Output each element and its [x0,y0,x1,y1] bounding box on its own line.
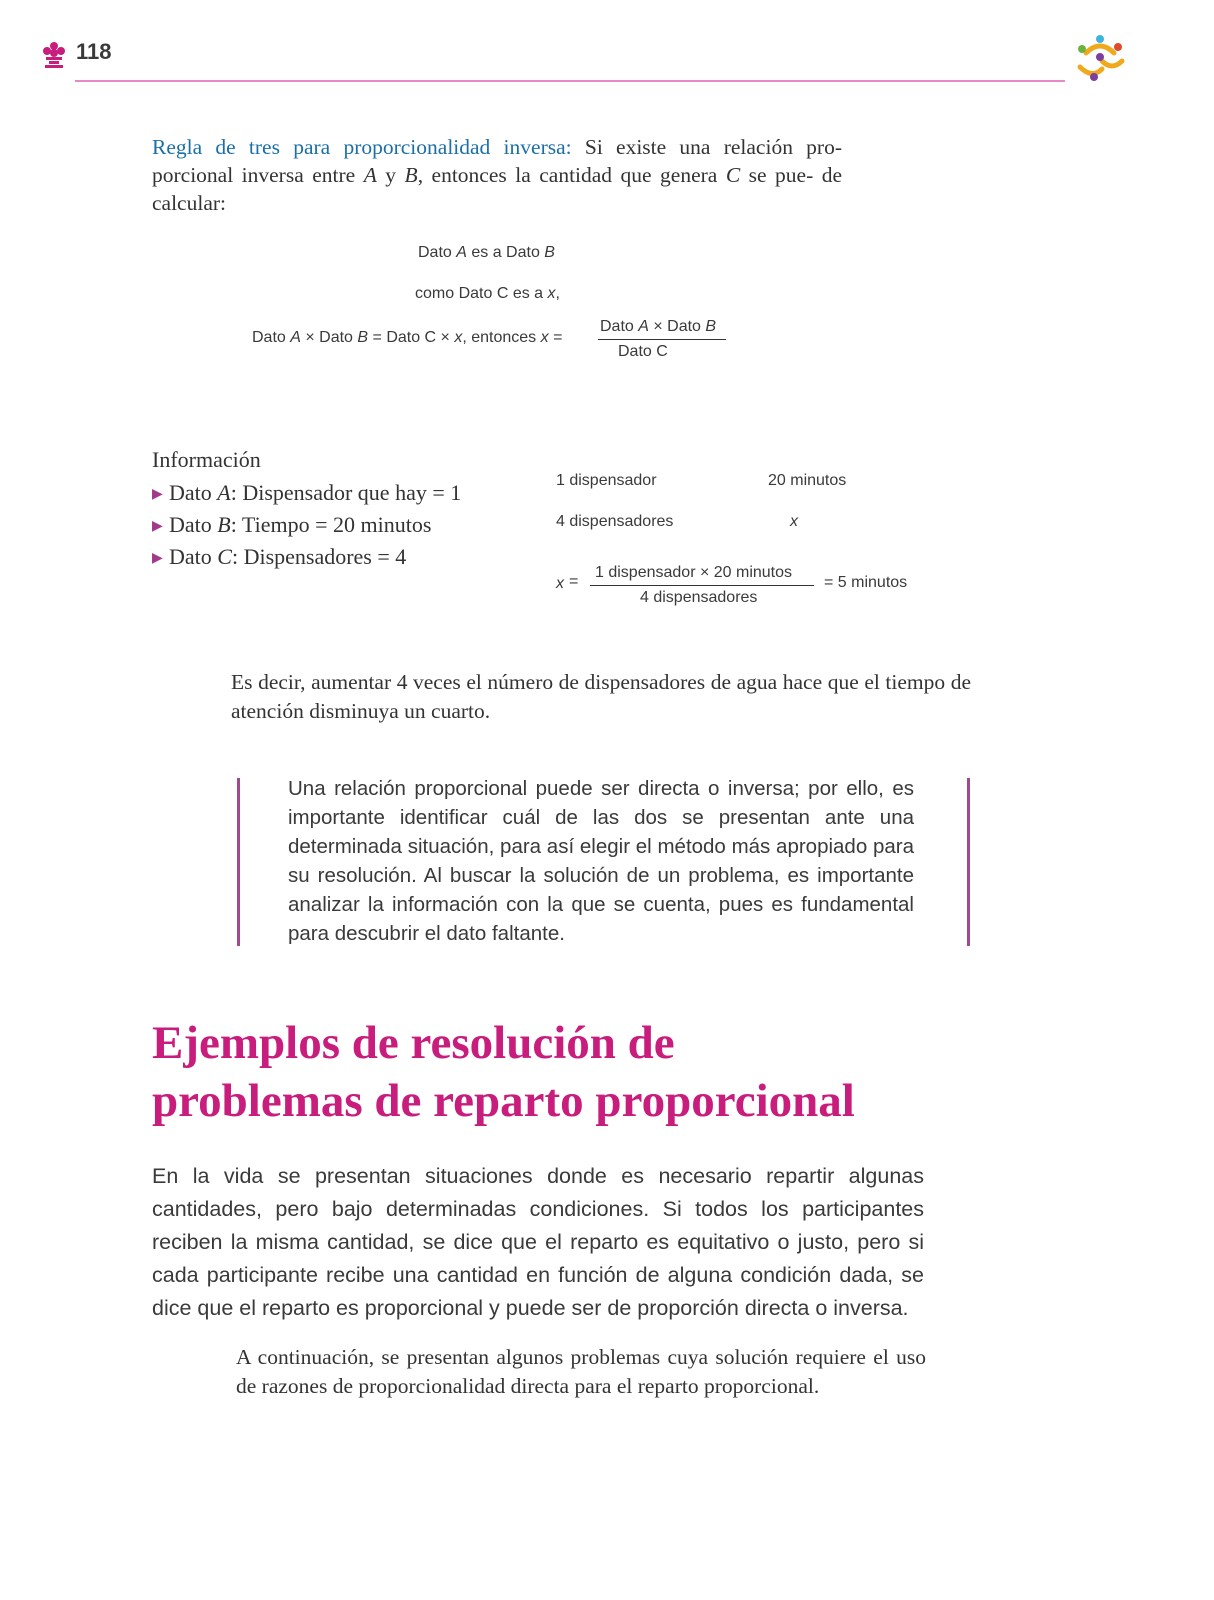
note-right-bar [967,778,970,946]
info-heading: Información [152,447,261,472]
rule-text-1: Si existe una relación pro- [584,135,842,159]
formula-line-1: Dato A es a Dato B [418,244,555,261]
section-title [152,1014,1052,1130]
note-text: Una relación proporcional puede ser directa o inversa; por ello, es importante identificar cuál de las dos se presentan ante una determinada situación, para así elegir el método más apropiado para su resolución. Al buscar la solución de un problema, es importante analizar la información con la que se cuenta, pues es fundamental para descubrir el dato faltante. [288,777,914,945]
formula-denominator: Dato C [618,343,668,360]
formula-line-3: Dato A × Dato B = Dato C × x, entonces x = [252,329,563,346]
eq-x: x [556,575,564,592]
formula-fraction-bar [598,339,726,340]
final-paragraph: A continuación, se presentan algunos problemas cuya solución requiere el uso de razones de proporcionalidad directa para el reparto proporcional. [236,1345,926,1398]
rule-text-2c: se pue- [740,163,814,187]
info-item-c: ▶ Dato C: Dispensadores = 4 [152,544,407,569]
page-number: 118 [76,39,112,64]
table-r2c2: x [790,513,798,530]
section-title-line-1: Ejemplos de resolución de [152,1017,675,1069]
header-divider [75,80,1065,82]
rule-text-2a: porcional inversa entre [152,163,364,187]
section-title-line-2: problemas de reparto proporcional [152,1075,855,1127]
note-left-bar [237,778,240,946]
bullet-icon: ▶ [152,551,163,566]
conclusion-paragraph: Es decir, aumentar 4 veces el número de dispensadores de agua hace que el tiempo de atención disminuya un cuarto. [231,670,971,723]
bullet-icon: ▶ [152,519,163,534]
rule-y: y [376,163,405,187]
rule-text-2b: , entonces la cantidad que genera [417,163,726,187]
var-c: C [725,163,741,187]
bullet-icon: ▶ [152,487,163,502]
table-r2c1: 4 dispensadores [556,513,674,530]
logo-icon [1072,33,1128,85]
rule-paragraph [152,133,842,217]
formula-line-2: como Dato C es a x, [415,285,560,302]
table-r1c2: 20 minutos [768,472,847,489]
eq-equals: = [569,573,579,590]
intro-paragraph: En la vida se presentan situaciones donde es necesario repartir algunas cantidades, pero bajo determinadas condiciones. Si todos los participantes reciben la misma cantidad, se dice que el reparto es equitativo o justo, pero si cada participante recibe una cantidad en función de alguna condición dada, se dice que el reparto es proporcional y puede ser de proporción directa o inversa. [152,1164,924,1320]
var-a: A [363,163,377,187]
eq-result: = 5 minutos [824,574,908,591]
rule-text-3: de calcular: [152,163,843,215]
formula-numerator: Dato A × Dato B [600,318,717,335]
eq-fraction-bar [590,585,814,586]
var-b: B [404,163,418,187]
info-item-a: ▶ Dato A: Dispensador que hay = 1 [152,480,462,505]
eq-numerator: 1 dispensador × 20 minutos [595,564,793,581]
info-item-b: ▶ Dato B: Tiempo = 20 minutos [152,512,432,537]
rule-label: Regla de tres para proporcionalidad inversa: [152,135,572,159]
eq-denominator: 4 dispensadores [640,589,758,606]
flower-icon [41,40,67,70]
table-r1c1: 1 dispensador [556,472,657,489]
